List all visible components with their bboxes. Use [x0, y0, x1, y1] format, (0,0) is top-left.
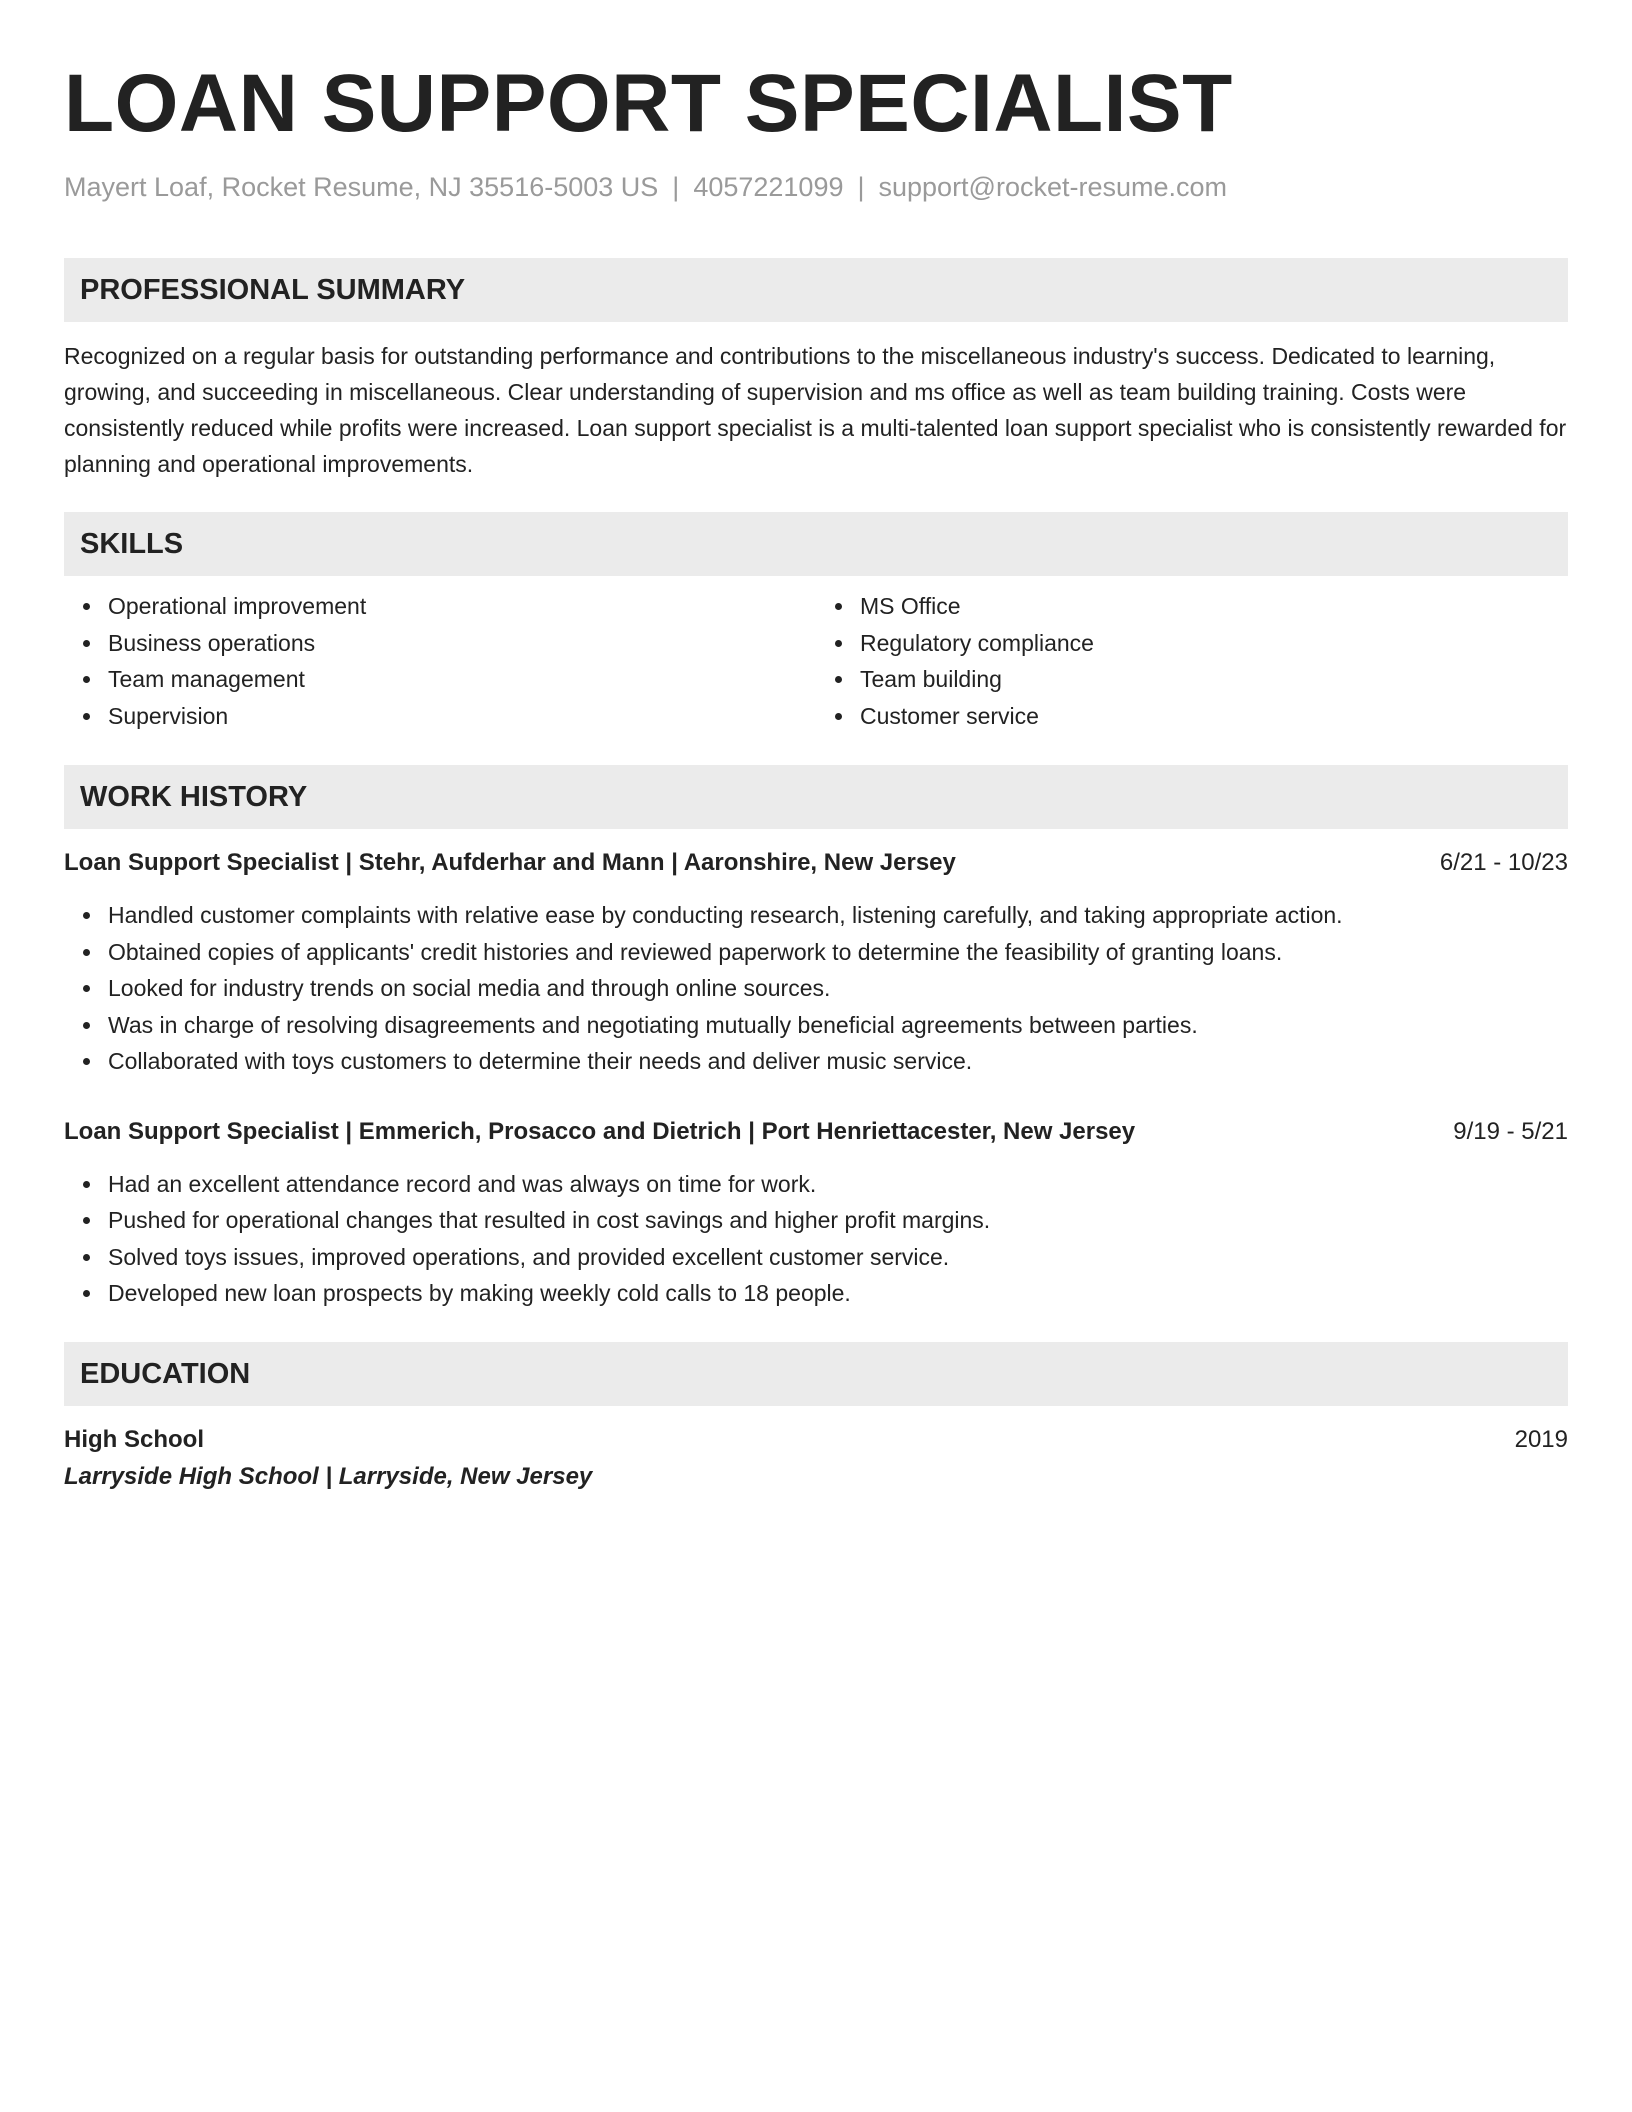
skill-item: Supervision — [108, 698, 816, 735]
job-duties-list — [64, 897, 1568, 1080]
job-duty: Had an excellent attendance record and was always on time for work. — [108, 1166, 1568, 1203]
work-history-heading: WORK HISTORY — [64, 765, 1568, 829]
education-year: 2019 — [1514, 1425, 1568, 1453]
job-title: Loan Support Specialist | Stehr, Aufderhar and Mann | Aaronshire, New Jersey — [64, 849, 956, 876]
job-header — [64, 1116, 1568, 1148]
contact-phone: 4057221099 — [693, 172, 844, 202]
skill-item: Business operations — [108, 625, 816, 662]
summary-text: Recognized on a regular basis for outstanding performance and contributions to the miscellaneous industry's success. Dedicated to learning, growing, and succeeding in miscellaneous. Clear understanding of supervision and ms office as well as team building training. Costs were consistently reduced while profits were increased. Loan support specialist is a multi-talented loan support specialist who is consistently rewarded for planning and operational improvements. — [64, 343, 1567, 477]
education-school: Larryside High School | Larryside, New Jersey — [64, 1462, 593, 1490]
job-duty: Was in charge of resolving disagreements and negotiating mutually beneficial agreements between parties. — [108, 1007, 1568, 1044]
job-duty: Collaborated with toys customers to determine their needs and deliver music service. — [108, 1043, 1568, 1080]
contact-address: Mayert Loaf, Rocket Resume, NJ 35516-5003 US — [64, 172, 659, 202]
skill-item: Regulatory compliance — [860, 625, 1568, 662]
job-duty: Looked for industry trends on social media and through online sources. — [108, 970, 1568, 1007]
job-duty: Developed new loan prospects by making weekly cold calls to 18 people. — [108, 1275, 1568, 1312]
job-duty: Obtained copies of applicants' credit histories and reviewed paperwork to determine the feasibility of granting loans. — [108, 934, 1568, 971]
job-duty: Handled customer complaints with relative ease by conducting research, listening carefully, and taking appropriate action. — [108, 897, 1568, 934]
job-title: Loan Support Specialist | Emmerich, Prosacco and Dietrich | Port Henriettacester, New Jersey — [64, 1117, 1136, 1145]
job-dates: 9/19 - 5/21 — [1453, 1117, 1568, 1145]
education-degree: High School — [64, 1425, 204, 1453]
skill-item: Customer service — [860, 698, 1568, 735]
contact-separator: | — [857, 172, 865, 202]
candidate-name: LOAN SUPPORT SPECIALIST — [64, 58, 1233, 149]
contact-line — [64, 170, 1568, 204]
job-duty: Pushed for operational changes that resulted in cost savings and higher profit margins. — [108, 1202, 1568, 1239]
skills-left-column — [64, 588, 816, 734]
education-heading: EDUCATION — [64, 1342, 1568, 1406]
skill-item: Operational improvement — [108, 588, 816, 625]
job-header — [64, 847, 1568, 879]
education-header — [64, 1424, 1568, 1456]
job-duty: Solved toys issues, improved operations, and provided excellent customer service. — [108, 1239, 1568, 1276]
job-duties-list — [64, 1166, 1568, 1312]
skills-right-column — [816, 588, 1568, 734]
job-dates: 6/21 - 10/23 — [1439, 849, 1568, 876]
skills-heading: SKILLS — [64, 512, 1568, 576]
contact-email: support@rocket-resume.com — [878, 172, 1228, 202]
skill-item: Team building — [860, 661, 1568, 698]
skill-item: Team management — [108, 661, 816, 698]
summary-heading: PROFESSIONAL SUMMARY — [64, 258, 1568, 322]
skill-item: MS Office — [860, 588, 1568, 625]
skills-grid — [64, 588, 1568, 734]
contact-separator: | — [672, 172, 680, 202]
